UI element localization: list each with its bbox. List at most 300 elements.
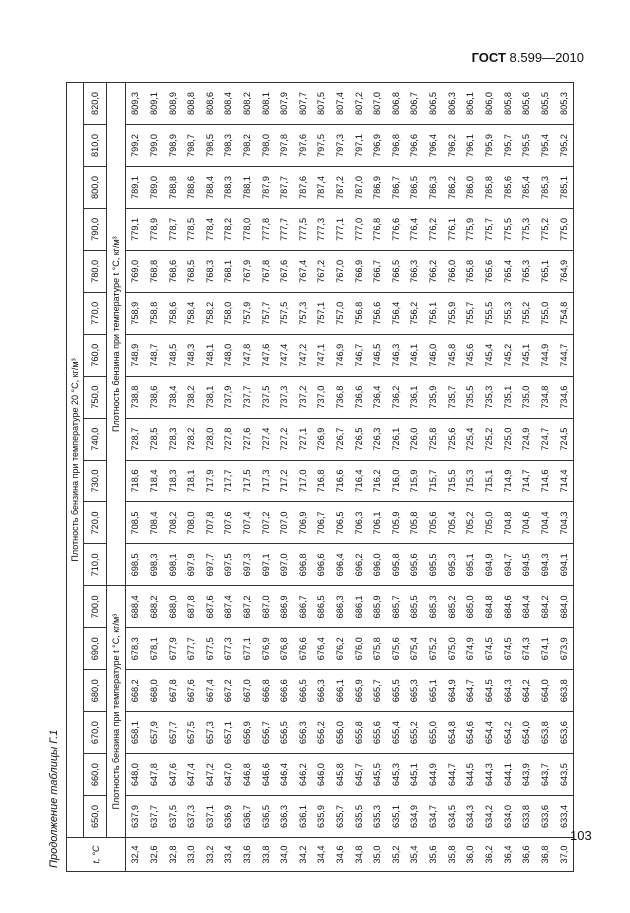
density-cell: 746,1 bbox=[405, 334, 424, 376]
density-cell: 644,5 bbox=[461, 754, 480, 796]
density-cell: 795,7 bbox=[498, 125, 517, 167]
density-cell: 786,2 bbox=[442, 167, 461, 209]
density-cell: 787,4 bbox=[312, 167, 331, 209]
density-cell: 775,9 bbox=[461, 208, 480, 250]
density-cell: 677,1 bbox=[238, 628, 257, 670]
temperature-cell: 35,4 bbox=[405, 838, 424, 872]
density-cell: 737,9 bbox=[219, 376, 238, 418]
density-cell: 677,9 bbox=[163, 628, 182, 670]
density-cell: 636,9 bbox=[219, 796, 238, 838]
density-cell: 697,9 bbox=[182, 544, 201, 586]
density-cell: 776,4 bbox=[405, 208, 424, 250]
density-cell: 667,4 bbox=[200, 670, 219, 712]
density-cell: 655,8 bbox=[349, 712, 368, 754]
density-cell: 657,3 bbox=[200, 712, 219, 754]
density-cell: 777,7 bbox=[275, 208, 294, 250]
table-row bbox=[498, 83, 517, 872]
density-cell: 797,3 bbox=[331, 125, 350, 167]
density-cell: 704,8 bbox=[498, 502, 517, 544]
density-cell: 735,0 bbox=[517, 376, 536, 418]
density-cell: 778,7 bbox=[163, 208, 182, 250]
density-cell: 779,1 bbox=[126, 208, 145, 250]
density-cell: 717,5 bbox=[238, 460, 257, 502]
density-cell: 738,2 bbox=[182, 376, 201, 418]
density-cell: 664,3 bbox=[498, 670, 517, 712]
density-cell: 787,9 bbox=[256, 167, 275, 209]
column-header: 720,0 bbox=[84, 502, 107, 544]
density-cell: 706,7 bbox=[312, 502, 331, 544]
table-row bbox=[442, 83, 461, 872]
density-cell: 758,9 bbox=[126, 292, 145, 334]
density-cell: 736,2 bbox=[387, 376, 406, 418]
density-cell: 643,5 bbox=[554, 754, 573, 796]
document-header bbox=[472, 50, 584, 65]
density-cell: 717,2 bbox=[275, 460, 294, 502]
density-cell: 646,6 bbox=[256, 754, 275, 796]
density-cell: 776,1 bbox=[442, 208, 461, 250]
density-cell: 654,6 bbox=[461, 712, 480, 754]
density-cell: 686,3 bbox=[331, 586, 350, 628]
density-cell: 786,0 bbox=[461, 167, 480, 209]
density-t-title-left: Плотность бензина при температуре t °C, кг/м³ bbox=[107, 586, 126, 838]
density-cell: 718,3 bbox=[163, 460, 182, 502]
density-cell: 758,8 bbox=[145, 292, 164, 334]
density-cell: 664,2 bbox=[517, 670, 536, 712]
density-cell: 717,0 bbox=[294, 460, 313, 502]
density-cell: 717,9 bbox=[200, 460, 219, 502]
density-cell: 765,4 bbox=[498, 250, 517, 292]
density-cell: 647,8 bbox=[145, 754, 164, 796]
density-cell: 736,1 bbox=[405, 376, 424, 418]
density-cell: 744,9 bbox=[535, 334, 554, 376]
density-cell: 737,5 bbox=[256, 376, 275, 418]
density-cell: 637,9 bbox=[126, 796, 145, 838]
density-cell: 686,7 bbox=[294, 586, 313, 628]
column-header: 680,0 bbox=[84, 670, 107, 712]
density-cell: 796,9 bbox=[368, 125, 387, 167]
density-cell: 727,2 bbox=[275, 418, 294, 460]
density-cell: 787,0 bbox=[349, 167, 368, 209]
density-cell: 685,2 bbox=[442, 586, 461, 628]
density-cell: 798,9 bbox=[163, 125, 182, 167]
density-cell: 705,0 bbox=[480, 502, 499, 544]
density-cell: 727,1 bbox=[294, 418, 313, 460]
density-cell: 788,4 bbox=[200, 167, 219, 209]
density-cell: 805,3 bbox=[554, 83, 573, 125]
density-cell: 798,5 bbox=[200, 125, 219, 167]
density-cell: 706,9 bbox=[294, 502, 313, 544]
density-cell: 688,2 bbox=[145, 586, 164, 628]
density-cell: 718,4 bbox=[145, 460, 164, 502]
density-cell: 746,3 bbox=[387, 334, 406, 376]
temperature-cell: 33,2 bbox=[200, 838, 219, 872]
density-cell: 665,9 bbox=[349, 670, 368, 712]
density-cell: 634,9 bbox=[405, 796, 424, 838]
density-cell: 748,7 bbox=[145, 334, 164, 376]
table-row bbox=[294, 83, 313, 872]
density-cell: 645,1 bbox=[405, 754, 424, 796]
density-cell: 666,3 bbox=[312, 670, 331, 712]
density-columns-row bbox=[84, 83, 107, 872]
density-cell: 787,2 bbox=[331, 167, 350, 209]
density-cell: 674,9 bbox=[461, 628, 480, 670]
density-cell: 655,6 bbox=[368, 712, 387, 754]
density-cell: 756,4 bbox=[387, 292, 406, 334]
density-cell: 805,5 bbox=[535, 83, 554, 125]
density-cell: 725,2 bbox=[480, 418, 499, 460]
density-cell: 635,3 bbox=[368, 796, 387, 838]
density-cell: 777,1 bbox=[331, 208, 350, 250]
density-cell: 735,7 bbox=[442, 376, 461, 418]
density-cell: 635,7 bbox=[331, 796, 350, 838]
density-cell: 684,4 bbox=[517, 586, 536, 628]
density-cell: 725,6 bbox=[442, 418, 461, 460]
density-cell: 664,0 bbox=[535, 670, 554, 712]
density-cell: 706,1 bbox=[368, 502, 387, 544]
density-cell: 745,4 bbox=[480, 334, 499, 376]
density-cell: 695,8 bbox=[387, 544, 406, 586]
density-cell: 708,5 bbox=[126, 502, 145, 544]
density-cell: 665,1 bbox=[424, 670, 443, 712]
density-cell: 647,2 bbox=[200, 754, 219, 796]
rotated-table-block bbox=[46, 82, 574, 872]
density-cell: 785,3 bbox=[535, 167, 554, 209]
density-cell: 674,5 bbox=[480, 628, 499, 670]
density-cell: 637,1 bbox=[200, 796, 219, 838]
density-cell: 684,0 bbox=[554, 586, 573, 628]
density-cell: 737,7 bbox=[238, 376, 257, 418]
table-row bbox=[424, 83, 443, 872]
density-cell: 797,1 bbox=[349, 125, 368, 167]
density-cell: 685,3 bbox=[424, 586, 443, 628]
density-cell: 768,3 bbox=[200, 250, 219, 292]
density-cell: 758,2 bbox=[200, 292, 219, 334]
density-cell: 758,0 bbox=[219, 292, 238, 334]
density-cell: 756,2 bbox=[405, 292, 424, 334]
density-cell: 635,9 bbox=[312, 796, 331, 838]
density-cell: 645,7 bbox=[349, 754, 368, 796]
density-cell: 708,2 bbox=[163, 502, 182, 544]
density-cell: 746,9 bbox=[331, 334, 350, 376]
density-cell: 807,9 bbox=[275, 83, 294, 125]
density-cell: 698,1 bbox=[163, 544, 182, 586]
column-header: 740,0 bbox=[84, 418, 107, 460]
temperature-cell: 35,6 bbox=[424, 838, 443, 872]
density-cell: 686,9 bbox=[275, 586, 294, 628]
density-cell: 748,1 bbox=[200, 334, 219, 376]
density-cell: 675,4 bbox=[405, 628, 424, 670]
density-cell: 796,6 bbox=[405, 125, 424, 167]
density-cell: 667,8 bbox=[163, 670, 182, 712]
temperature-cell: 36,4 bbox=[498, 838, 517, 872]
table-row bbox=[387, 83, 406, 872]
density-cell: 678,1 bbox=[145, 628, 164, 670]
density-cell: 633,4 bbox=[554, 796, 573, 838]
density-cell: 667,2 bbox=[219, 670, 238, 712]
density-cell: 778,4 bbox=[200, 208, 219, 250]
density-cell: 738,1 bbox=[200, 376, 219, 418]
density-cell: 777,5 bbox=[294, 208, 313, 250]
density-cell: 654,0 bbox=[517, 712, 536, 754]
density-cell: 707,6 bbox=[219, 502, 238, 544]
density-cell: 705,4 bbox=[442, 502, 461, 544]
density-cell: 727,4 bbox=[256, 418, 275, 460]
density-cell: 756,1 bbox=[424, 292, 443, 334]
density-cell: 757,5 bbox=[275, 292, 294, 334]
density-cell: 696,6 bbox=[312, 544, 331, 586]
density-cell: 694,3 bbox=[535, 544, 554, 586]
density-cell: 656,0 bbox=[331, 712, 350, 754]
density-cell: 807,7 bbox=[294, 83, 313, 125]
density-cell: 634,5 bbox=[442, 796, 461, 838]
density-cell: 666,8 bbox=[256, 670, 275, 712]
density-cell: 755,2 bbox=[517, 292, 536, 334]
density-cell: 735,3 bbox=[480, 376, 499, 418]
density-cell: 673,9 bbox=[554, 628, 573, 670]
density-cell: 796,8 bbox=[387, 125, 406, 167]
density-cell: 655,0 bbox=[424, 712, 443, 754]
density-cell: 734,8 bbox=[535, 376, 554, 418]
table-row bbox=[163, 83, 182, 872]
density-cell: 795,4 bbox=[535, 125, 554, 167]
table-row bbox=[461, 83, 480, 872]
standard-number: 8.599—2010 bbox=[509, 50, 584, 65]
density-cell: 636,1 bbox=[294, 796, 313, 838]
density-cell: 696,0 bbox=[368, 544, 387, 586]
temperature-cell: 36,6 bbox=[517, 838, 536, 872]
temperature-cell: 36,0 bbox=[461, 838, 480, 872]
column-header: 710,0 bbox=[84, 544, 107, 586]
density-cell: 698,5 bbox=[126, 544, 145, 586]
density-cell: 748,5 bbox=[163, 334, 182, 376]
density-cell: 705,2 bbox=[461, 502, 480, 544]
density-cell: 716,2 bbox=[368, 460, 387, 502]
density-cell: 788,8 bbox=[163, 167, 182, 209]
density-cell: 644,3 bbox=[480, 754, 499, 796]
density-cell: 685,0 bbox=[461, 586, 480, 628]
density-cell: 678,3 bbox=[126, 628, 145, 670]
density-cell: 685,7 bbox=[387, 586, 406, 628]
density-cell: 778,0 bbox=[238, 208, 257, 250]
density-cell: 808,6 bbox=[200, 83, 219, 125]
density-cell: 697,7 bbox=[200, 544, 219, 586]
density-cell: 807,5 bbox=[312, 83, 331, 125]
density-cell: 808,1 bbox=[256, 83, 275, 125]
density-cell: 674,3 bbox=[517, 628, 536, 670]
density-cell: 634,0 bbox=[498, 796, 517, 838]
density20-title: Плотность бензина при температуре 20 °С, кг/м³ bbox=[67, 83, 84, 838]
density-cell: 777,3 bbox=[312, 208, 331, 250]
density-cell: 633,6 bbox=[535, 796, 554, 838]
density-cell: 728,3 bbox=[163, 418, 182, 460]
column-header: 790,0 bbox=[84, 208, 107, 250]
density-cell: 647,0 bbox=[219, 754, 238, 796]
density-cell: 656,3 bbox=[294, 712, 313, 754]
density-cell: 715,1 bbox=[480, 460, 499, 502]
density-cell: 726,5 bbox=[349, 418, 368, 460]
density-cell: 728,7 bbox=[126, 418, 145, 460]
temperature-cell: 34,8 bbox=[349, 838, 368, 872]
density-cell: 636,5 bbox=[256, 796, 275, 838]
density-cell: 635,1 bbox=[387, 796, 406, 838]
density-cell: 646,8 bbox=[238, 754, 257, 796]
temperature-cell: 35,2 bbox=[387, 838, 406, 872]
density-cell: 806,0 bbox=[480, 83, 499, 125]
table-caption: Продолжение таблицы Г.1 bbox=[48, 729, 60, 868]
density-cell: 697,0 bbox=[275, 544, 294, 586]
table-row bbox=[238, 83, 257, 872]
density-cell: 799,2 bbox=[126, 125, 145, 167]
density-cell: 656,2 bbox=[312, 712, 331, 754]
density-cell: 785,1 bbox=[554, 167, 573, 209]
density-cell: 798,7 bbox=[182, 125, 201, 167]
density-cell: 676,9 bbox=[256, 628, 275, 670]
table-row bbox=[200, 83, 219, 872]
density-cell: 757,9 bbox=[238, 292, 257, 334]
density-cell: 757,1 bbox=[312, 292, 331, 334]
page-number: 103 bbox=[570, 828, 592, 843]
density-cell: 644,7 bbox=[442, 754, 461, 796]
table-row bbox=[517, 83, 536, 872]
density-cell: 756,6 bbox=[368, 292, 387, 334]
density-cell: 714,7 bbox=[517, 460, 536, 502]
density-cell: 704,3 bbox=[554, 502, 573, 544]
density-cell: 735,1 bbox=[498, 376, 517, 418]
density-cell: 676,4 bbox=[312, 628, 331, 670]
density-cell: 778,2 bbox=[219, 208, 238, 250]
column-header: 730,0 bbox=[84, 460, 107, 502]
density-cell: 747,6 bbox=[256, 334, 275, 376]
density-cell: 775,7 bbox=[480, 208, 499, 250]
density-cell: 706,5 bbox=[331, 502, 350, 544]
density-cell: 806,5 bbox=[424, 83, 443, 125]
density-cell: 714,6 bbox=[535, 460, 554, 502]
density-cell: 798,3 bbox=[219, 125, 238, 167]
density-cell: 684,2 bbox=[535, 586, 554, 628]
density-cell: 768,6 bbox=[163, 250, 182, 292]
density-cell: 676,6 bbox=[294, 628, 313, 670]
table-row bbox=[405, 83, 424, 872]
density-cell: 796,2 bbox=[442, 125, 461, 167]
density-cell: 724,5 bbox=[554, 418, 573, 460]
density-cell: 687,8 bbox=[182, 586, 201, 628]
density-cell: 705,9 bbox=[387, 502, 406, 544]
density-cell: 786,7 bbox=[387, 167, 406, 209]
density-cell: 747,2 bbox=[294, 334, 313, 376]
density-cell: 728,0 bbox=[200, 418, 219, 460]
column-header: 650,0 bbox=[84, 796, 107, 838]
density-cell: 809,3 bbox=[126, 83, 145, 125]
density-cell: 725,0 bbox=[498, 418, 517, 460]
density-cell: 806,1 bbox=[461, 83, 480, 125]
density-cell: 647,4 bbox=[182, 754, 201, 796]
density-cell: 767,4 bbox=[294, 250, 313, 292]
density-cell: 777,0 bbox=[349, 208, 368, 250]
table-row bbox=[554, 83, 573, 872]
density-cell: 738,4 bbox=[163, 376, 182, 418]
density-cell: 717,7 bbox=[219, 460, 238, 502]
density-cell: 637,7 bbox=[145, 796, 164, 838]
density-cell: 716,0 bbox=[387, 460, 406, 502]
density-cell: 646,0 bbox=[312, 754, 331, 796]
density-cell: 758,6 bbox=[163, 292, 182, 334]
density-cell: 787,7 bbox=[275, 167, 294, 209]
density-cell: 746,5 bbox=[368, 334, 387, 376]
temperature-cell: 33,6 bbox=[238, 838, 257, 872]
density-cell: 755,3 bbox=[498, 292, 517, 334]
density-cell: 714,9 bbox=[498, 460, 517, 502]
density-cell: 707,2 bbox=[256, 502, 275, 544]
density-cell: 694,1 bbox=[554, 544, 573, 586]
density-cell: 755,0 bbox=[535, 292, 554, 334]
density-cell: 654,2 bbox=[498, 712, 517, 754]
column-header: 700,0 bbox=[84, 586, 107, 628]
density-cell: 688,0 bbox=[163, 586, 182, 628]
density-cell: 658,1 bbox=[126, 712, 145, 754]
density-cell: 757,7 bbox=[256, 292, 275, 334]
density-cell: 786,9 bbox=[368, 167, 387, 209]
density-cell: 707,0 bbox=[275, 502, 294, 544]
density-cell: 676,8 bbox=[275, 628, 294, 670]
temperature-cell: 34,6 bbox=[331, 838, 350, 872]
density-cell: 715,9 bbox=[405, 460, 424, 502]
density-cell: 726,0 bbox=[405, 418, 424, 460]
density-cell: 685,9 bbox=[368, 586, 387, 628]
density-cell: 634,2 bbox=[480, 796, 499, 838]
density-cell: 687,6 bbox=[200, 586, 219, 628]
density-cell: 687,4 bbox=[219, 586, 238, 628]
density-cell: 776,8 bbox=[368, 208, 387, 250]
density-cell: 704,4 bbox=[535, 502, 554, 544]
density-cell: 686,5 bbox=[312, 586, 331, 628]
density-cell: 667,0 bbox=[238, 670, 257, 712]
density-cell: 708,4 bbox=[145, 502, 164, 544]
density-cell: 643,7 bbox=[535, 754, 554, 796]
density-cell: 778,5 bbox=[182, 208, 201, 250]
table-row bbox=[145, 83, 164, 872]
density-cell: 657,1 bbox=[219, 712, 238, 754]
density-cell: 707,4 bbox=[238, 502, 257, 544]
density-cell: 735,9 bbox=[424, 376, 443, 418]
density-cell: 787,6 bbox=[294, 167, 313, 209]
density-cell: 748,0 bbox=[219, 334, 238, 376]
density-cell: 767,0 bbox=[331, 250, 350, 292]
temperature-cell: 32,6 bbox=[145, 838, 164, 872]
column-header: 800,0 bbox=[84, 167, 107, 209]
density-cell: 646,4 bbox=[275, 754, 294, 796]
density-cell: 654,4 bbox=[480, 712, 499, 754]
density-cell: 766,0 bbox=[442, 250, 461, 292]
density-cell: 696,8 bbox=[294, 544, 313, 586]
density-cell: 697,3 bbox=[238, 544, 257, 586]
density-cell: 766,3 bbox=[405, 250, 424, 292]
density-cell: 668,2 bbox=[126, 670, 145, 712]
density-cell: 726,9 bbox=[312, 418, 331, 460]
density-cell: 665,5 bbox=[387, 670, 406, 712]
density-cell: 715,7 bbox=[424, 460, 443, 502]
density-cell: 637,3 bbox=[182, 796, 201, 838]
column-header: 780,0 bbox=[84, 250, 107, 292]
density-cell: 808,2 bbox=[238, 83, 257, 125]
density-cell: 675,0 bbox=[442, 628, 461, 670]
density-cell: 796,1 bbox=[461, 125, 480, 167]
density-cell: 728,5 bbox=[145, 418, 164, 460]
density-cell: 789,0 bbox=[145, 167, 164, 209]
column-header: 810,0 bbox=[84, 125, 107, 167]
density-cell: 634,7 bbox=[424, 796, 443, 838]
temperature-cell: 36,8 bbox=[535, 838, 554, 872]
density-cell: 757,3 bbox=[294, 292, 313, 334]
